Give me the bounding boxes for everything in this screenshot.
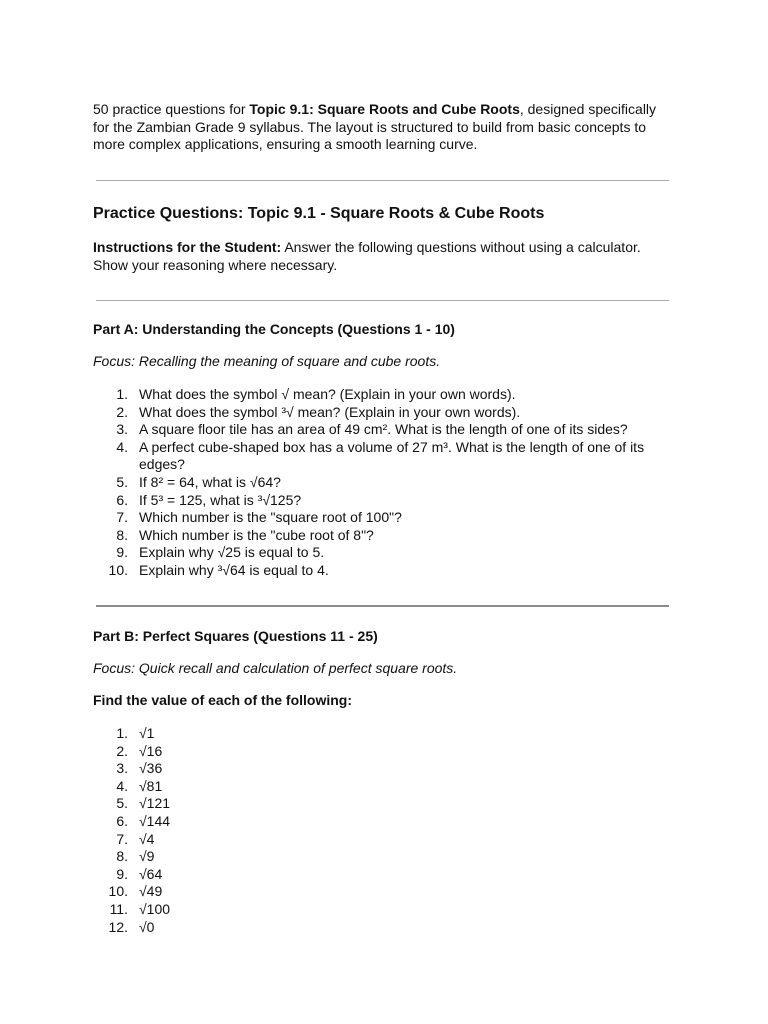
list-item-number: 1. (116, 386, 128, 402)
list-item-text: √81 (139, 777, 163, 794)
part-a-question-list (93, 386, 673, 580)
list-item-number: 10. (108, 561, 128, 578)
list-item-number: 3. (116, 421, 128, 438)
list-item-text: √121 (139, 795, 171, 812)
list-item-number: 12. (108, 918, 128, 935)
list-item (93, 492, 673, 510)
list-item-text: Explain why √25 is equal to 5. (139, 544, 325, 561)
list-item (93, 813, 673, 831)
page-title: Practice Questions: Topic 9.1 - Square Roots & Cube Roots (93, 205, 545, 222)
list-item (93, 795, 673, 813)
list-item (93, 404, 673, 422)
intro-post: , designed specifically for the Zambian Grade 9 syllabus. The layout is structured to build from basic concepts to more complex applications, ensuring a smooth learning curve. (93, 101, 657, 153)
list-item-text: Explain why ³√64 is equal to 4. (139, 561, 329, 578)
list-item (93, 544, 673, 562)
list-item-number: 5. (116, 795, 128, 812)
list-item-number: 8. (116, 848, 128, 865)
list-item (93, 919, 673, 937)
list-item-number: 10. (108, 883, 128, 900)
list-item-text: What does the symbol ³√ mean? (Explain in your own words). (139, 403, 521, 420)
list-item (93, 848, 673, 866)
list-item-number: 8. (116, 526, 128, 543)
list-item-number: 7. (116, 509, 128, 526)
list-item-text: If 8² = 64, what is √64? (139, 473, 281, 490)
list-item (93, 421, 673, 439)
list-item-text: Which number is the "square root of 100"? (139, 509, 402, 526)
list-item (93, 866, 673, 884)
list-item-number: 4. (116, 438, 128, 455)
instructions-label: Instructions for the Student: (93, 239, 282, 255)
list-item-text: A square floor tile has an area of 49 cm². What is the length of one of its sides? (139, 421, 628, 438)
part-a-focus: Focus: Recalling the meaning of square and cube roots. (93, 353, 441, 369)
list-item-text: √1 (139, 725, 155, 741)
list-item (93, 725, 673, 743)
list-item (93, 562, 673, 580)
list-item (93, 474, 673, 492)
divider-1 (96, 180, 669, 181)
list-item-number: 4. (116, 777, 128, 794)
list-item-text: Which number is the "cube root of 8"? (139, 526, 374, 543)
list-item (93, 901, 673, 919)
intro-pre: 50 practice questions for (93, 101, 250, 117)
list-item-text: √64 (139, 865, 163, 882)
list-item-text: √16 (139, 742, 163, 759)
list-item-number: 11. (109, 900, 128, 917)
divider-3 (96, 605, 669, 607)
list-item (93, 386, 673, 404)
instructions-text: Answer the following questions without using a calculator. Show your reasoning where necessary. (93, 239, 641, 273)
list-item-text: √49 (139, 883, 163, 900)
list-item-text: √144 (139, 812, 171, 829)
list-item-number: 6. (116, 491, 128, 508)
list-item (93, 760, 673, 778)
intro-topic: Topic 9.1: Square Roots and Cube Roots (249, 101, 520, 117)
list-item-text: A perfect cube-shaped box has a volume of 27 m³. What is the length of one of its edges? (139, 438, 645, 473)
list-item (93, 743, 673, 761)
list-item-text: √4 (139, 830, 155, 847)
list-item-number: 5. (116, 473, 128, 490)
list-item-number: 1. (116, 725, 128, 741)
list-item-text: √100 (139, 900, 171, 917)
list-item (93, 831, 673, 849)
list-item-number: 7. (116, 830, 128, 847)
list-item (93, 509, 673, 527)
list-item-number: 9. (116, 865, 128, 882)
list-item (93, 778, 673, 796)
list-item (93, 883, 673, 901)
intro-paragraph (93, 101, 673, 154)
list-item-text: √9 (139, 848, 155, 865)
part-b-title: Part B: Perfect Squares (Questions 11 - 25) (93, 628, 378, 644)
list-item (93, 527, 673, 545)
part-b-item-list (93, 725, 673, 936)
list-item-text: What does the symbol √ mean? (Explain in your own words). (139, 386, 516, 402)
list-item-number: 9. (116, 544, 128, 561)
part-b-focus: Focus: Quick recall and calculation of perfect square roots. (93, 660, 458, 676)
part-a-title: Part A: Understanding the Concepts (Questions 1 - 10) (93, 321, 455, 337)
divider-2 (96, 300, 669, 301)
list-item-text: If 5³ = 125, what is ³√125? (139, 491, 302, 508)
list-item-number: 2. (116, 742, 128, 759)
list-item-number: 6. (116, 812, 128, 829)
list-item-number: 3. (116, 760, 128, 777)
list-item (93, 439, 673, 474)
list-item-text: √0 (139, 918, 155, 935)
list-item-text: √36 (139, 760, 163, 777)
part-b-subheading: Find the value of each of the following: (93, 692, 352, 708)
list-item-number: 2. (116, 403, 128, 420)
instructions (93, 239, 673, 274)
